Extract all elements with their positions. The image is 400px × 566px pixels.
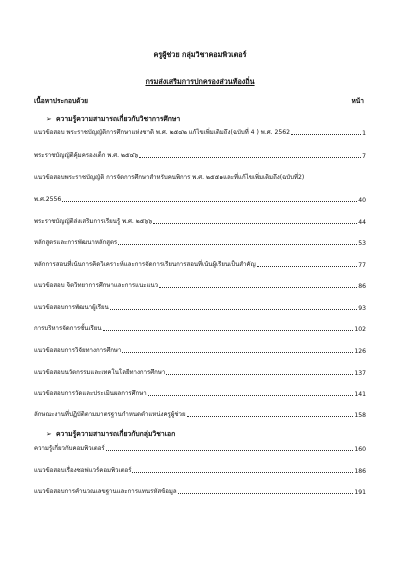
toc-entry (34, 367, 366, 377)
toc-entry-page: 7 (362, 153, 366, 160)
toc-entry-text: หลักสูตรและการพัฒนาหลักสูตร (34, 239, 118, 246)
toc-entry-text: ลักษณะงานที่ปฏิบัติตามมาตรฐานกำหนดตำแหน่งครูผู้ช่วย (34, 411, 186, 418)
toc-entry-text: แนวข้อสอบการวิจัยทางการศึกษา (34, 347, 122, 354)
section-heading-major-subject (46, 428, 175, 439)
toc-entry-text: การบริหารจัดการชั้นเรียน (34, 325, 102, 332)
toc-entry (34, 443, 366, 453)
dot-leader (178, 493, 354, 494)
toc-entry-text: แนวข้อสอบการคำนวณเลขฐานและการแทนรหัสข้อมูล (34, 488, 177, 495)
toc-entry-page: 186 (354, 468, 366, 475)
toc-entry (34, 150, 366, 160)
dot-leader (148, 395, 354, 396)
toc-entry (34, 465, 366, 475)
toc-entry-page: 77 (358, 262, 366, 269)
dot-leader (166, 374, 353, 375)
toc-entry-page: 53 (358, 240, 366, 247)
toc-entry (34, 194, 366, 204)
toc-entry (34, 259, 366, 269)
toc-entry-text: แนวข้อสอบการพัฒนาผู้เรียน (34, 304, 109, 311)
toc-entry (34, 345, 366, 355)
toc-entry (34, 127, 366, 137)
section-heading-education (46, 113, 180, 124)
document-subtitle: กรมส่งเสริมการปกครองส่วนท้องถิ่น (145, 77, 255, 86)
dot-leader (139, 157, 361, 158)
toc-entry-text: พระราชบัญญัติคุ้มครองเด็ก พ.ศ. ๒๕๔๖ (34, 152, 139, 159)
toc-entry-text: แนวข้อสอบ พระราชบัญญัติการศึกษาแห่งชาติ พ.ศ. ๒๕๔๒ แก้ไขเพิ่มเติมถึง(ฉบับที่ 4 ) พ.ศ. 2562 (34, 129, 291, 136)
toc-entry-text: แนวข้อสอบนวัตกรรมและเทคโนโลยีทางการศึกษา (34, 369, 166, 376)
arrow-bullet-icon: ➢ (46, 115, 52, 123)
toc-entry (34, 388, 366, 398)
dot-leader (153, 223, 357, 224)
toc-entry-page: 126 (354, 348, 366, 355)
dot-leader (291, 134, 361, 135)
section-label: ความรู้ความสามารถเกี่ยวกับกลุ่มวิชาเอก (56, 430, 176, 438)
toc-entry-page: 191 (354, 489, 366, 496)
toc-entry-page: 44 (358, 219, 366, 226)
toc-entry (34, 172, 366, 182)
section-label: ความรู้ความสามารถเกี่ยวกับวิชาการศึกษา (56, 115, 181, 123)
dot-leader (132, 472, 353, 473)
arrow-bullet-icon: ➢ (46, 430, 52, 438)
dot-leader (118, 244, 357, 245)
toc-entry (34, 216, 366, 226)
toc-entry-text: แนวข้อสอบการวัดและประเมินผลการศึกษา (34, 390, 147, 397)
toc-entry-text: แนวข้อสอบพระราชบัญญัติ การจัดการศึกษาสำหรับคนพิการ พ.ศ. ๒๕๕๑และที่แก้ไขเพิ่มเติมถึง(ฉบับที่2) (34, 174, 305, 181)
dot-leader (106, 450, 354, 451)
toc-entry (34, 302, 366, 312)
dot-leader (159, 287, 357, 288)
dot-leader (62, 201, 357, 202)
toc-entry (34, 280, 366, 290)
page-column-label: หน้า (351, 97, 364, 105)
dot-leader (122, 352, 353, 353)
toc-entry (34, 409, 366, 419)
toc-entry-page: 158 (354, 412, 366, 419)
toc-entry-text: แนวข้อสอบเรื่องซอฟแวร์คอมพิวเตอร์ (34, 467, 132, 474)
contents-label: เนื้อหาประกอบด้วย (34, 97, 89, 105)
toc-entry-page: 102 (354, 326, 366, 333)
toc-entry-text: แนวข้อสอบ จิตวิทยาการศึกษาและการแนะแนว (34, 282, 159, 289)
toc-entry (34, 486, 366, 496)
toc-entry-page: 93 (358, 305, 366, 312)
toc-entry-text: พระราชบัญญัติส่งเสริมการเรียนรู้ พ.ศ. ๒๕๖๖ (34, 218, 153, 225)
document-title: ครูผู้ช่วย กลุ่มวิชาคอมพิวเตอร์ (153, 50, 247, 59)
toc-entry-page: 137 (354, 370, 366, 377)
toc-entry-page: 86 (358, 283, 366, 290)
toc-entry (34, 237, 366, 247)
toc-entry-page: 40 (358, 197, 366, 204)
toc-entry (34, 323, 366, 333)
dot-leader (110, 309, 357, 310)
dot-leader (187, 416, 354, 417)
toc-entry-text: หลักการสอนที่เน้นการคิดวิเคราะห์และการจัดการเรียนการสอนที่เน้นผู้เรียนเป็นสำคัญ (34, 261, 256, 268)
dot-leader (103, 330, 354, 331)
toc-entry-page: 1 (362, 130, 366, 137)
toc-entry-page: 141 (354, 391, 366, 398)
toc-entry-text: ความรู้เกี่ยวกับคอมพิวเตอร์ (34, 445, 105, 452)
toc-entry-text: พ.ศ.2556 (34, 196, 62, 203)
toc-entry-page: 160 (354, 446, 366, 453)
dot-leader (257, 266, 358, 267)
